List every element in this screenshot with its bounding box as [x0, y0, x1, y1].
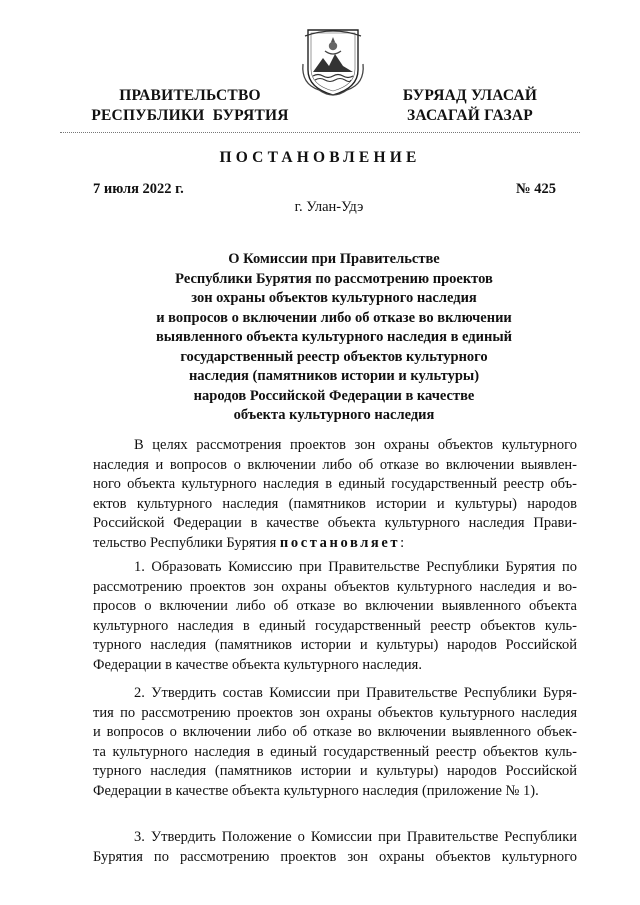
text-line: и вопросов о включении либо об отказе во включении выявленного объек-: [93, 724, 577, 740]
text-line: турного наследия (памятников истории и культуры) народов Российской: [93, 637, 577, 653]
document-city: г. Улан-Удэ: [294, 199, 364, 215]
text-line: Бурятия по рассмотрению проектов зон охраны объектов культурного: [93, 848, 577, 865]
text-segment: тельство Республики Бурятия: [93, 534, 280, 551]
text-line: Федерации в качестве объекта культурного наследия.: [93, 656, 422, 673]
subject-line: зон охраны объектов культурного наследия: [191, 290, 477, 306]
org-name-russian: [84, 86, 296, 126]
text-line: турного наследия (памятников истории и культуры) народов Российской: [93, 763, 577, 779]
text-line: просов о включении либо об отказе во включении выявленного объекта: [93, 598, 577, 614]
subject-line: и вопросов о включении либо об отказе во включении: [156, 309, 512, 326]
subject-line: Республики Бурятия по рассмотрению проектов: [175, 270, 493, 287]
item-1-paragraph: [93, 558, 577, 675]
text-line: 2. Утвердить состав Комиссии при Правительстве Республики Буря-: [134, 685, 577, 701]
text-line: 1. Образовать Комиссию при Правительстве Республики Бурятия по: [134, 559, 577, 575]
text-line: В целях рассмотрения проектов зон охраны объектов культурного: [134, 437, 577, 453]
org-name-line: ЗАСАГАЙ ГАЗАР: [407, 107, 533, 124]
text-line: ектов культурного наследия (памятников истории и культуры) народов: [93, 495, 577, 512]
document-subject: [92, 250, 576, 426]
text-line: культурного наследия в единый государственный реестр объектов куль-: [93, 617, 577, 634]
subject-line: государственный реестр объектов культурного: [180, 348, 488, 365]
preamble-paragraph: [93, 436, 577, 553]
subject-line: наследия (памятников истории и культуры): [188, 368, 480, 384]
coat-of-arms-emblem: [299, 24, 367, 98]
text-line: Российской Федерации в качестве объекта культурного наследия Прави-: [93, 515, 577, 531]
org-name-line: РЕСПУБЛИКИ БУРЯТИЯ: [91, 107, 289, 124]
text-line: 3. Утвердить Положение о Комиссии при Правительстве Республики: [134, 829, 577, 845]
document-number: № 425: [516, 181, 556, 197]
document-type-title: ПОСТАНОВЛЕНИЕ: [219, 149, 421, 166]
resolves-keyword: постановляет: [279, 534, 401, 551]
document-date: 7 июля 2022 г.: [93, 181, 184, 197]
text-segment: :: [400, 534, 405, 551]
item-2-paragraph: [93, 684, 577, 801]
text-line: ного объекта культурного наследия в единый государственный реестр объ-: [93, 476, 577, 492]
text-line: [93, 534, 577, 554]
text-line: наследия и вопросов о включении либо об отказе во включении выявлен-: [93, 456, 577, 473]
text-line: тия по рассмотрению проектов зон охраны объектов культурного наследия: [93, 704, 577, 721]
org-name-line: ПРАВИТЕЛЬСТВО: [119, 87, 261, 104]
header-divider: [60, 132, 580, 133]
subject-line: О Комиссии при Правительстве: [228, 251, 440, 267]
org-name-buryat: [372, 86, 568, 126]
text-line: рассмотрению проектов зон охраны объектов культурного наследия и во-: [93, 578, 577, 595]
text-line: Федерации в качестве объекта культурного наследия (приложение № 1).: [93, 782, 539, 799]
subject-line: народов Российской Федерации в качестве: [193, 387, 475, 404]
item-3-paragraph: [93, 828, 577, 867]
org-name-line: БУРЯАД УЛАСАЙ: [402, 87, 538, 104]
text-line: та культурного наследия в единый государственный реестр объектов куль-: [93, 743, 577, 760]
subject-line: выявленного объекта культурного наследия в единый: [155, 329, 513, 345]
subject-line: объекта культурного наследия: [233, 407, 435, 423]
